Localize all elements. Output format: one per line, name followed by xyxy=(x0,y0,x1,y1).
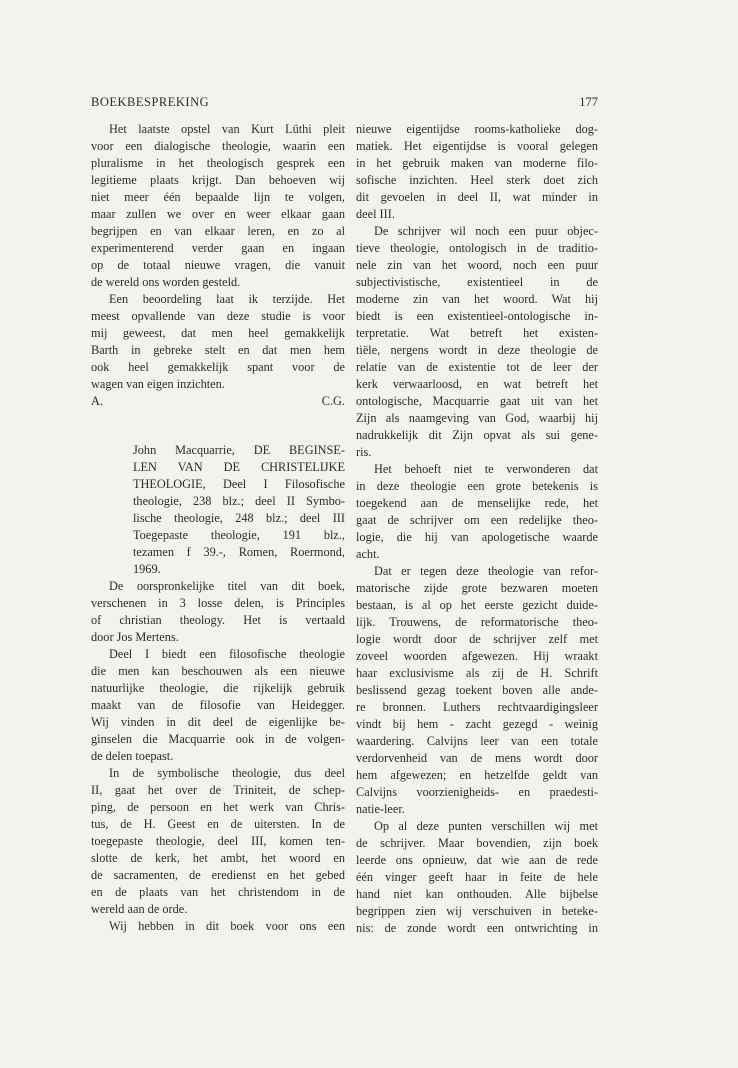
page-number: 177 xyxy=(579,95,598,109)
text-line: maar zullen we over en weer elkaar gaan xyxy=(91,207,345,221)
text-line: subjectivistische, existentieel in de xyxy=(356,275,598,289)
text-line: toegepaste theologie, deel III, komen ten- xyxy=(91,834,345,848)
text-line: ping, de persoon en het werk van Chris- xyxy=(91,800,345,814)
paragraph xyxy=(91,578,345,646)
text-line: Toegepaste theologie, 191 blz., xyxy=(133,528,345,542)
text-line: John Macquarrie, DE BEGINSE- xyxy=(133,443,345,457)
paragraph xyxy=(91,291,345,393)
text-line: leerde ons opnieuw, dat wie aan de rede xyxy=(356,853,598,867)
signature-author: C.G. xyxy=(321,394,345,408)
text-line: nis: de zonde wordt een ontwrichting in xyxy=(356,921,598,935)
text-line: Een beoordeling laat ik terzijde. Het xyxy=(109,292,345,306)
text-line: lijk. Trouwens, de reformatorische theo- xyxy=(356,615,598,629)
text-line: begrippen zien wij verschuiven in beteke- xyxy=(356,904,598,918)
text-line: Wij vinden in dit deel de eigenlijke be- xyxy=(91,715,345,729)
text-line: II, gaat het over de Triniteit, de schep- xyxy=(91,783,345,797)
text-line: en de plaats van het christendom in de xyxy=(91,885,345,899)
text-line: Barth in gebreke stelt en dat men hem xyxy=(91,343,345,357)
text-line: op de totaal nieuwe vragen, die vanuit xyxy=(91,258,345,272)
text-line: de sacramenten, de eredienst en het gebed xyxy=(91,868,345,882)
text-line: één vinger geeft haar in feite de hele xyxy=(356,870,598,884)
text-line: dit gevoelen in deel II, wat minder in xyxy=(356,190,598,204)
paragraph xyxy=(356,563,598,818)
text-line: pluralisme in het theologisch gesprek een xyxy=(91,156,345,170)
text-line: tus, de H. Geest en de uitersten. In de xyxy=(91,817,345,831)
text-line: haar exclusivisme als zij de H. Schrift xyxy=(356,666,598,680)
text-line: lische theologie, 248 blz.; deel III xyxy=(133,511,345,525)
paragraph xyxy=(356,818,598,937)
text-line: in het gebruik maken van moderne filo- xyxy=(356,156,598,170)
text-line: nele zin van het woord, noch een puur xyxy=(356,258,598,272)
text-line: biedt is een existentieel-ontologische in- xyxy=(356,309,598,323)
text-line: Het behoeft niet te verwonderen dat xyxy=(374,462,598,476)
text-line: theologie, 238 blz.; deel II Symbo- xyxy=(133,494,345,508)
text-line: meest opvallende van deze studie is voor xyxy=(91,309,345,323)
text-line: terpretatie. Wat betreft het existen- xyxy=(356,326,598,340)
page-header xyxy=(91,95,598,111)
paragraph xyxy=(91,121,345,291)
paragraph xyxy=(356,121,598,223)
text-line: hem afgewezen; en hetzelfde geldt van xyxy=(356,768,598,782)
right-column xyxy=(356,121,598,937)
text-line: Wij hebben in dit boek voor ons een xyxy=(109,919,345,933)
text-line: relatie van de existentie tot de leer der xyxy=(356,360,598,374)
text-line: THEOLOGIE, Deel I Filosofische xyxy=(133,477,345,491)
text-line: experimenterend verder gaan en ingaan xyxy=(91,241,345,255)
text-line: de schrijver. Maar bovendien, zijn boek xyxy=(356,836,598,850)
paragraph xyxy=(356,461,598,563)
text-line: 1969. xyxy=(133,562,161,576)
text-line: mij geweest, dat men heel gemakkelijk xyxy=(91,326,345,340)
text-line: bestaan, is al op het eerste gezicht duide- xyxy=(356,598,598,612)
text-line: niet meer één bepaalde lijn te volgen, xyxy=(91,190,345,204)
text-line: nadrukkelijk dit Zijn opvat als sui gene- xyxy=(356,428,598,442)
text-line: tezamen f 39.-, Romen, Roermond, xyxy=(133,545,345,559)
text-line: re bronnen. Luthers rechtvaardigingsleer xyxy=(356,700,598,714)
text-line: ris. xyxy=(356,445,372,459)
text-line: ook heel gemakkelijk spant voor de xyxy=(91,360,345,374)
text-line: slotte de kerk, het ambt, het woord en xyxy=(91,851,345,865)
text-line: wagen van eigen inzichten. xyxy=(91,377,225,391)
text-line: De schrijver wil noch een puur objec- xyxy=(374,224,598,238)
text-line: matorische zijde grote bezwaren moeten xyxy=(356,581,598,595)
text-line: voor een dialogische theologie, waarin een xyxy=(91,139,345,153)
text-line: De oorspronkelijke titel van dit boek, xyxy=(109,579,345,593)
text-line: waardering. Calvijns leer van een totale xyxy=(356,734,598,748)
text-line: verdorvenheid van de mens wordt door xyxy=(356,751,598,765)
book-reference xyxy=(91,442,345,578)
text-line: of christian theology. Het is vertaald xyxy=(91,613,345,627)
running-head: BOEKBESPREKING xyxy=(91,95,210,109)
text-line: ontologische, Macquarrie gaat uit van het xyxy=(356,394,598,408)
text-line: toegekend aan de menselijke rede, het xyxy=(356,496,598,510)
text-line: in deze theologie een grote betekenis is xyxy=(356,479,598,493)
text-line: ginselen die Macquarrie ook in de volgen- xyxy=(91,732,345,746)
text-line: In de symbolische theologie, dus deel xyxy=(109,766,345,780)
signature xyxy=(91,393,345,410)
text-line: Op al deze punten verschillen wij met xyxy=(374,819,598,833)
paragraph xyxy=(91,646,345,765)
paragraph xyxy=(91,765,345,918)
text-line: matiek. Het eigentijdse is vooral gelegen xyxy=(356,139,598,153)
text-line: moderne zin van het woord. Wat hij xyxy=(356,292,598,306)
text-line: Het laatste opstel van Kurt Lüthi pleit xyxy=(109,122,345,136)
text-line: Zijn als naamgeving van God, waarbij hij xyxy=(356,411,598,425)
text-line: Calvijns voorzienigheids- en praedesti- xyxy=(356,785,598,799)
text-line: natuurlijke theologie, die rijkelijk gebruik xyxy=(91,681,345,695)
text-line: LEN VAN DE CHRISTELIJKE xyxy=(133,460,345,474)
signature-initial: A. xyxy=(91,394,103,408)
text-line: natie-leer. xyxy=(356,802,405,816)
text-line: deel III. xyxy=(356,207,395,221)
paragraph xyxy=(91,918,345,935)
text-line: vindt bij hem - zacht gezegd - weinig xyxy=(356,717,598,731)
text-line: de delen toepast. xyxy=(91,749,174,763)
text-line: tieve theologie, ontologisch in de traditio- xyxy=(356,241,598,255)
text-line: zoveel woorden afgewezen. Hij wraakt xyxy=(356,649,598,663)
left-column xyxy=(91,121,345,935)
text-line: logie, die hij van apologetische waarde xyxy=(356,530,598,544)
text-line: logie wordt door de schrijver zelf met xyxy=(356,632,598,646)
text-line: door Jos Mertens. xyxy=(91,630,179,644)
paragraph xyxy=(356,223,598,461)
text-line: hand niet kan onthouden. Alle bijbelse xyxy=(356,887,598,901)
text-line: kerk verwaarloosd, en wat betreft het xyxy=(356,377,598,391)
text-line: maakt van de filosofie van Heidegger. xyxy=(91,698,345,712)
text-line: beslissend gezag toekent boven alle ande- xyxy=(356,683,598,697)
text-line: legitieme plaats krijgt. Dan behoeven wij xyxy=(91,173,345,187)
text-line: begrijpen en van elkaar leren, en zo al xyxy=(91,224,345,238)
text-line: sofische inzichten. Heel sterk doet zich xyxy=(356,173,598,187)
text-line: Dat er tegen deze theologie van refor- xyxy=(374,564,598,578)
text-line: wereld aan de orde. xyxy=(91,902,188,916)
text-line: de wereld ons worden gesteld. xyxy=(91,275,241,289)
text-line: verschenen in 3 losse delen, is Principles xyxy=(91,596,345,610)
text-line: Deel I biedt een filosofische theologie xyxy=(109,647,345,661)
text-line: tiële, nergens wordt in deze theologie de xyxy=(356,343,598,357)
text-line: gaat de schrijver om een redelijke theo- xyxy=(356,513,598,527)
text-line: acht. xyxy=(356,547,380,561)
text-line: nieuwe eigentijdse rooms-katholieke dog- xyxy=(356,122,598,136)
text-line: die men kan beschouwen als een nieuwe xyxy=(91,664,345,678)
